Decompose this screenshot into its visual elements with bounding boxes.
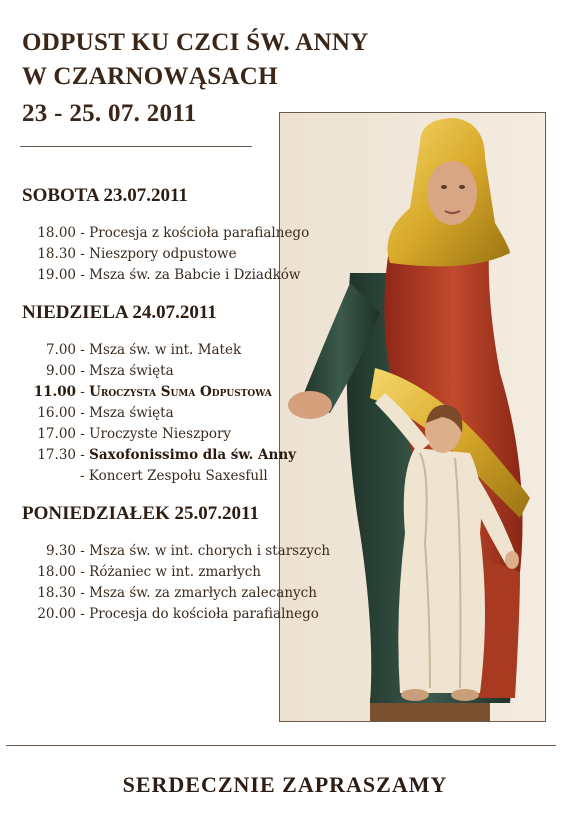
event-row: 9.00 - Msza święta: [45, 363, 174, 379]
event-row: 9.30 - Msza św. w int. chorych i starszych: [45, 543, 331, 559]
footer-invitation: SERDECZNIE ZAPRASZAMY: [122, 772, 448, 797]
footer-divider: [6, 745, 556, 746]
event-row-highlight: 11.00 - Uroczysta Suma Odpustowa: [33, 384, 272, 400]
title-dates: 23 - 25. 07. 2011: [22, 100, 197, 127]
event-row: 20.00 - Procesja do kościoła parafialnego: [37, 606, 319, 622]
title-divider: [20, 146, 252, 147]
event-row: 18.30 - Msza św. za zmarłych zalecanych: [37, 585, 317, 601]
event-row: 17.00 - Uroczyste Nieszpory: [37, 426, 232, 442]
event-row: 18.30 - Nieszpory odpustowe: [37, 246, 237, 262]
title-line-2: W CZARNOWĄSACH: [22, 63, 278, 90]
day-heading-monday: PONIEDZIAŁEK 25.07.2011: [22, 503, 260, 524]
event-row: 18.00 - Różaniec w int. zmarłych: [37, 564, 262, 580]
event-row-concert: 17.30 - Saxofonissimo dla św. Anny: [37, 447, 297, 463]
day-heading-saturday: SOBOTA 23.07.2011: [22, 185, 188, 206]
day-heading-sunday: NIEDZIELA 24.07.2011: [22, 302, 217, 323]
event-row: 18.00 - Procesja z kościoła parafialnego: [37, 225, 310, 241]
event-row-continuation: - Koncert Zespołu Saxesfull: [80, 468, 268, 484]
event-row: 7.00 - Msza św. w int. Matek: [45, 342, 242, 358]
schedule: [22, 183, 382, 625]
event-row: 16.00 - Msza święta: [37, 405, 174, 421]
event-row: 19.00 - Msza św. za Babcie i Dziadków: [37, 267, 301, 283]
title-line-1: ODPUST KU CZCI ŚW. ANNY: [22, 29, 369, 56]
